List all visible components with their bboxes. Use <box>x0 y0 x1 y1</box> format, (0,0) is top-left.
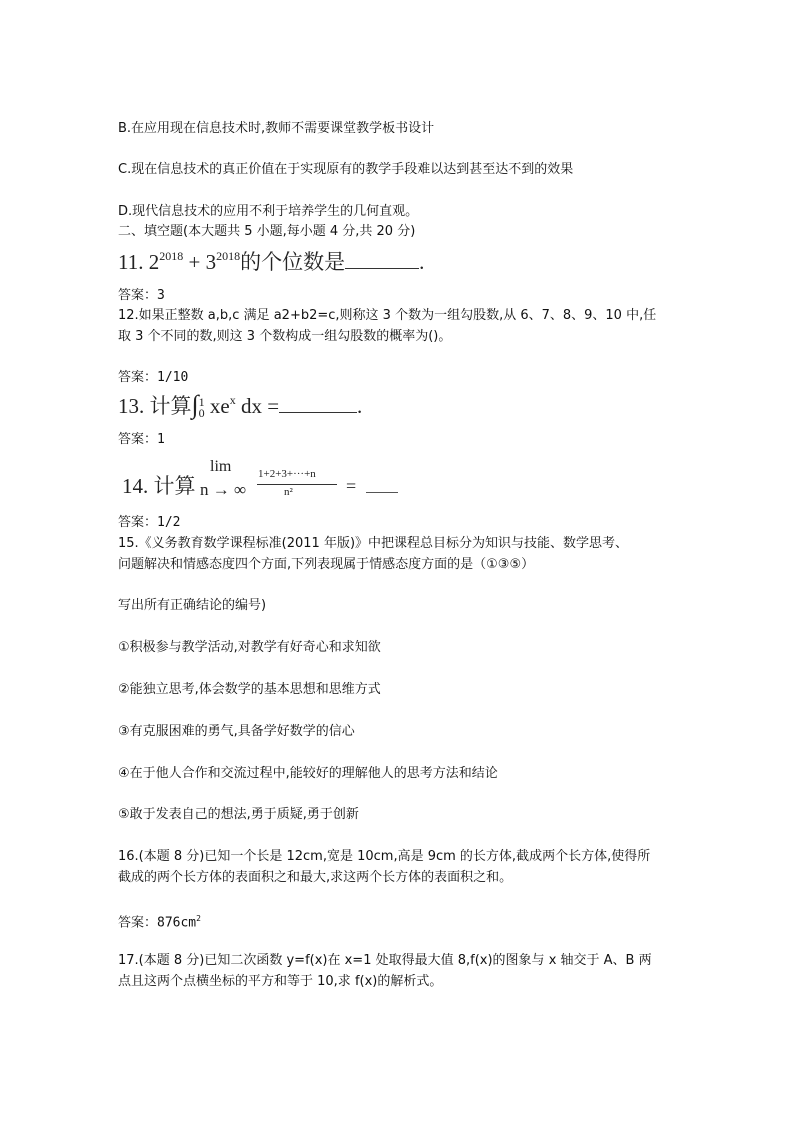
question-17-line-1: 17.(本题 8 分)已知二次函数 y=f(x)在 x=1 处取得最大值 8,f(x)的图象与 x 轴交于 A、B 两 <box>118 953 652 968</box>
q11-exp1: 2018 <box>159 249 184 263</box>
q11-exp2: 2018 <box>216 249 241 263</box>
q14-equals: = <box>346 476 357 496</box>
q11-answer-blank <box>345 250 419 269</box>
answer-16-text: 答案：876cm <box>118 915 197 931</box>
question-15-option-2: ②能独立思考,体会数学的基本思想和思维方式 <box>118 682 381 697</box>
question-13-formula <box>118 390 362 420</box>
answer-12: 答案：1/10 <box>118 370 189 385</box>
question-15-option-1: ①积极参与教学活动,对教学有好奇心和求知欲 <box>118 640 381 655</box>
q14-numerator: 1+2+3+···+n <box>258 468 316 480</box>
option-d: D.现代信息技术的应用不利于培养学生的几何直观。 <box>118 204 419 219</box>
q11-prefix: 11. 2 <box>118 250 160 274</box>
answer-16 <box>118 911 201 931</box>
question-15-line-3: 写出所有正确结论的编号) <box>118 598 267 613</box>
integral-sign: ∫ <box>191 390 199 419</box>
question-12-line-2: 取 3 个不同的数,则这 3 个数构成一组勾股数的概率为()。 <box>118 329 452 344</box>
q13-lower-limit: 0 <box>198 406 205 421</box>
question-16-line-1: 16.(本题 8 分)已知一个长是 12cm,宽是 10cm,高是 9cm 的长方体,截成两个长方体,使得所 <box>118 849 651 864</box>
q13-upper-limit: 1 <box>198 395 205 410</box>
question-12-line-1: 12.如果正整数 a,b,c 满足 a2+b2=c,则称这 3 个数为一组勾股数,从 6、7、8、9、10 中,任 <box>118 308 657 323</box>
q14-fraction-bar <box>257 484 337 485</box>
option-b: B.在应用现在信息技术时,教师不需要课堂教学板书设计 <box>118 121 435 136</box>
question-15-option-5: ⑤敢于发表自己的想法,勇于质疑,勇于创新 <box>118 807 359 822</box>
q13-prefix: 13. 计算 <box>118 394 192 418</box>
q11-suffix: 的个位数是 <box>240 250 346 274</box>
answer-14: 答案：1/2 <box>118 515 181 530</box>
q13-exp: x <box>229 393 236 407</box>
question-15-option-3: ③有克服困难的勇气,具备学好数学的信心 <box>118 724 355 739</box>
question-14-formula <box>118 458 418 506</box>
question-15-line-1: 15.《义务教育数学课程标准(2011 年版)》中把课程总目标分为知识与技能、数学思考、 <box>118 536 629 551</box>
q13-tail: dx = <box>235 394 280 418</box>
question-11-formula <box>118 246 424 276</box>
q14-denominator: n² <box>284 486 293 498</box>
question-17-line-2: 点且这两个点横坐标的平方和等于 10,求 f(x)的解析式。 <box>118 974 443 989</box>
q13-end: . <box>357 394 363 418</box>
q14-lim: lim <box>210 458 232 475</box>
question-15-option-4: ④在于他人合作和交流过程中,能较好的理解他人的思考方法和结论 <box>118 766 498 781</box>
q13-answer-blank <box>279 394 357 413</box>
answer-16-superscript: 2 <box>196 914 201 923</box>
q13-body: xe <box>204 394 230 418</box>
section-heading-fill-in: 二、填空题(本大题共 5 小题,每小题 4 分,共 20 分) <box>118 224 416 239</box>
answer-13: 答案：1 <box>118 432 165 447</box>
q14-limit-arrow: n → ∞ <box>200 480 247 499</box>
q11-end: . <box>419 250 425 274</box>
question-16-line-2: 截成的两个长方体的表面积之和最大,求这两个长方体的表面积之和。 <box>118 870 513 885</box>
q14-prefix: 14. 计算 <box>122 474 196 498</box>
option-c: C.现在信息技术的真正价值在于实现原有的教学手段难以达到甚至达不到的效果 <box>118 162 574 177</box>
q11-mid: + 3 <box>183 250 217 274</box>
question-15-line-2: 问题解决和情感态度四个方面,下列表现属于情感态度方面的是（①③⑤） <box>118 557 535 572</box>
q14-answer-blank <box>366 492 398 493</box>
answer-11: 答案：3 <box>118 288 165 303</box>
